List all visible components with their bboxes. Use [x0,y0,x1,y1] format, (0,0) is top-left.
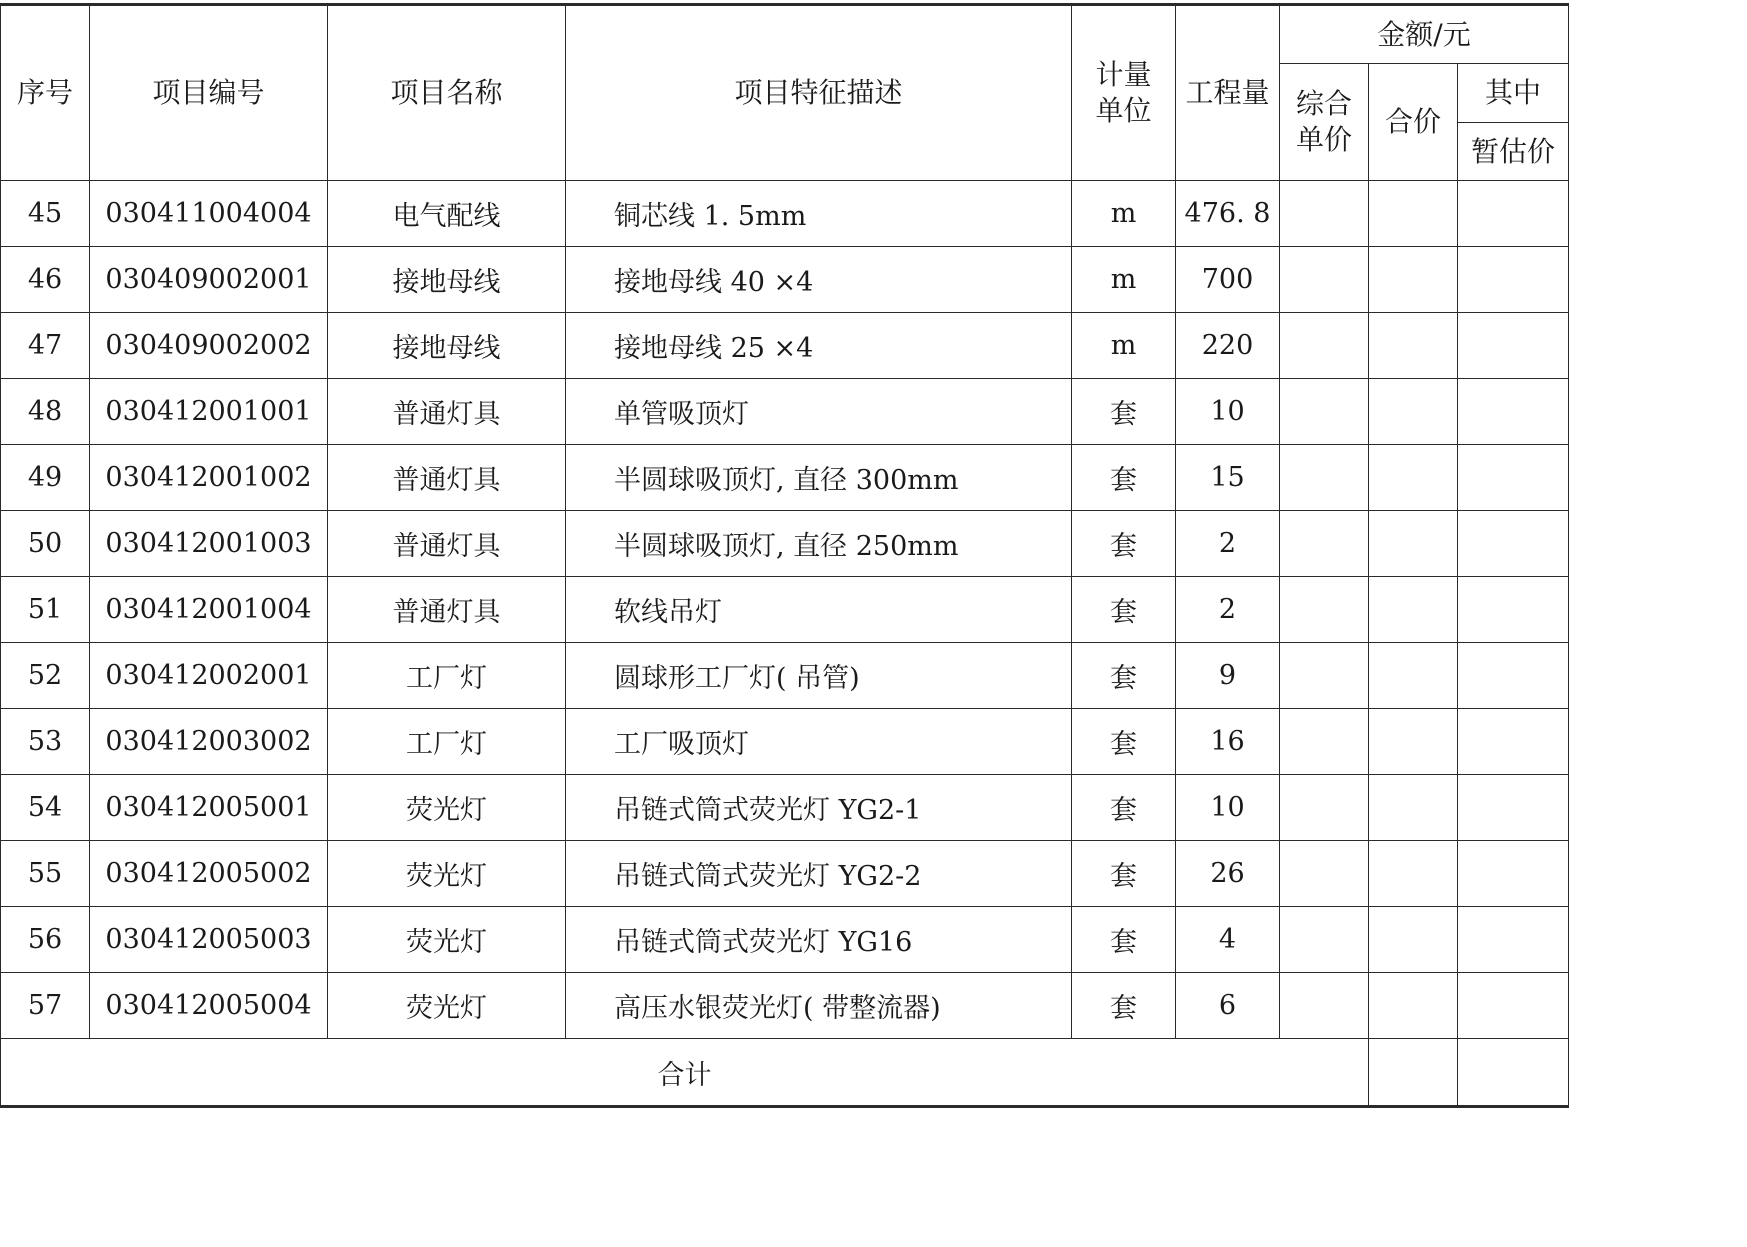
cell-seq: 53 [1,709,90,775]
cell-desc: 接地母线 25 ×4 [566,313,1072,379]
cell-qty: 10 [1176,379,1280,445]
header-unit: 计量单位 [1072,5,1176,181]
cell-total-price [1369,379,1458,445]
cell-seq: 56 [1,907,90,973]
table-row [1,379,1569,445]
cell-desc: 工厂吸顶灯 [566,709,1072,775]
cell-provisional [1458,775,1569,841]
cell-name: 普通灯具 [328,511,566,577]
cell-name: 电气配线 [328,181,566,247]
table-row [1,313,1569,379]
cell-unit-price [1280,445,1369,511]
table-row [1,709,1569,775]
table-body [1,181,1569,1039]
cell-provisional [1458,841,1569,907]
cell-provisional [1458,709,1569,775]
cell-total-price [1369,577,1458,643]
cell-qty: 2 [1176,511,1280,577]
cell-unit-price [1280,313,1369,379]
cell-unit-price [1280,181,1369,247]
cell-seq: 54 [1,775,90,841]
cell-code: 030412001002 [90,445,328,511]
header-total-price: 合价 [1369,64,1458,181]
cell-name: 荧光灯 [328,973,566,1039]
table-row [1,907,1569,973]
header-code: 项目编号 [90,5,328,181]
total-label: 合计 [1,1039,1369,1107]
cell-name: 工厂灯 [328,643,566,709]
header-unit-price: 综合单价 [1280,64,1369,181]
cell-code: 030412001004 [90,577,328,643]
cell-unit-price [1280,577,1369,643]
cell-name: 接地母线 [328,247,566,313]
cell-code: 030409002002 [90,313,328,379]
cell-code: 030409002001 [90,247,328,313]
cell-unit: m [1072,247,1176,313]
cell-code: 030412002001 [90,643,328,709]
cell-code: 030412001003 [90,511,328,577]
table-row [1,577,1569,643]
cell-desc: 吊链式筒式荧光灯 YG2-2 [566,841,1072,907]
cell-provisional [1458,445,1569,511]
cell-unit-price [1280,841,1369,907]
cell-unit: 套 [1072,511,1176,577]
cell-unit: 套 [1072,709,1176,775]
cell-desc: 吊链式筒式荧光灯 YG16 [566,907,1072,973]
table-row [1,511,1569,577]
cell-desc: 软线吊灯 [566,577,1072,643]
total-provisional-cell [1458,1039,1569,1107]
total-row [1,1039,1569,1107]
cell-provisional [1458,247,1569,313]
cell-unit: 套 [1072,577,1176,643]
header-amount: 金额/元 [1280,5,1569,64]
cell-total-price [1369,511,1458,577]
cell-unit-price [1280,511,1369,577]
cell-qty: 26 [1176,841,1280,907]
cell-desc: 吊链式筒式荧光灯 YG2-1 [566,775,1072,841]
cell-total-price [1369,841,1458,907]
table-row [1,643,1569,709]
cell-total-price [1369,775,1458,841]
cell-total-price [1369,709,1458,775]
cell-qty: 15 [1176,445,1280,511]
cell-provisional [1458,907,1569,973]
cell-name: 普通灯具 [328,379,566,445]
cell-provisional [1458,643,1569,709]
cell-qty: 2 [1176,577,1280,643]
cell-unit-price [1280,907,1369,973]
cell-qty: 6 [1176,973,1280,1039]
cell-code: 030411004004 [90,181,328,247]
cell-unit: m [1072,313,1176,379]
cell-provisional [1458,313,1569,379]
cell-qty: 9 [1176,643,1280,709]
header-provisional: 暂估价 [1458,123,1569,181]
cell-desc: 圆球形工厂灯( 吊管) [566,643,1072,709]
cell-unit: 套 [1072,379,1176,445]
header-qty: 工程量 [1176,5,1280,181]
cell-code: 030412005004 [90,973,328,1039]
table-row [1,247,1569,313]
cell-code: 030412003002 [90,709,328,775]
cell-unit-price [1280,247,1369,313]
cell-provisional [1458,973,1569,1039]
cell-code: 030412005003 [90,907,328,973]
table-row [1,775,1569,841]
cell-qty: 4 [1176,907,1280,973]
cell-name: 普通灯具 [328,445,566,511]
cell-unit-price [1280,709,1369,775]
cell-seq: 48 [1,379,90,445]
cell-total-price [1369,973,1458,1039]
cell-name: 普通灯具 [328,577,566,643]
cell-total-price [1369,313,1458,379]
cell-provisional [1458,577,1569,643]
cell-unit: 套 [1072,775,1176,841]
cell-name: 荧光灯 [328,775,566,841]
cell-seq: 57 [1,973,90,1039]
cell-qty: 220 [1176,313,1280,379]
total-price-cell [1369,1039,1458,1107]
cell-unit-price [1280,643,1369,709]
header-name: 项目名称 [328,5,566,181]
cell-desc: 接地母线 40 ×4 [566,247,1072,313]
cell-seq: 52 [1,643,90,709]
cell-unit: 套 [1072,841,1176,907]
cell-seq: 50 [1,511,90,577]
cell-name: 荧光灯 [328,907,566,973]
cell-unit: 套 [1072,907,1176,973]
cell-unit-price [1280,775,1369,841]
cell-seq: 55 [1,841,90,907]
header-among: 其中 [1458,64,1569,123]
cell-total-price [1369,445,1458,511]
cell-desc: 半圆球吸顶灯, 直径 300mm [566,445,1072,511]
cell-unit: 套 [1072,643,1176,709]
cell-desc: 单管吸顶灯 [566,379,1072,445]
header-desc: 项目特征描述 [566,5,1072,181]
table-row [1,445,1569,511]
cell-qty: 476. 8 [1176,181,1280,247]
cell-total-price [1369,907,1458,973]
header-seq: 序号 [1,5,90,181]
table-row [1,181,1569,247]
cell-provisional [1458,379,1569,445]
cell-code: 030412005001 [90,775,328,841]
cell-unit: 套 [1072,445,1176,511]
cell-provisional [1458,181,1569,247]
cell-desc: 高压水银荧光灯( 带整流器) [566,973,1072,1039]
cell-total-price [1369,247,1458,313]
cell-qty: 16 [1176,709,1280,775]
cell-code: 030412005002 [90,841,328,907]
cell-qty: 10 [1176,775,1280,841]
cell-seq: 46 [1,247,90,313]
cell-code: 030412001001 [90,379,328,445]
bill-of-quantities-table [0,3,1569,1108]
cell-unit: 套 [1072,973,1176,1039]
cell-qty: 700 [1176,247,1280,313]
cell-seq: 49 [1,445,90,511]
cell-total-price [1369,643,1458,709]
table-row [1,973,1569,1039]
cell-total-price [1369,181,1458,247]
cell-seq: 47 [1,313,90,379]
cell-desc: 铜芯线 1. 5mm [566,181,1072,247]
cell-name: 工厂灯 [328,709,566,775]
cell-seq: 51 [1,577,90,643]
cell-name: 荧光灯 [328,841,566,907]
cell-name: 接地母线 [328,313,566,379]
table-row [1,841,1569,907]
cell-unit-price [1280,973,1369,1039]
cell-seq: 45 [1,181,90,247]
cell-desc: 半圆球吸顶灯, 直径 250mm [566,511,1072,577]
cell-unit-price [1280,379,1369,445]
cell-provisional [1458,511,1569,577]
cell-unit: m [1072,181,1176,247]
